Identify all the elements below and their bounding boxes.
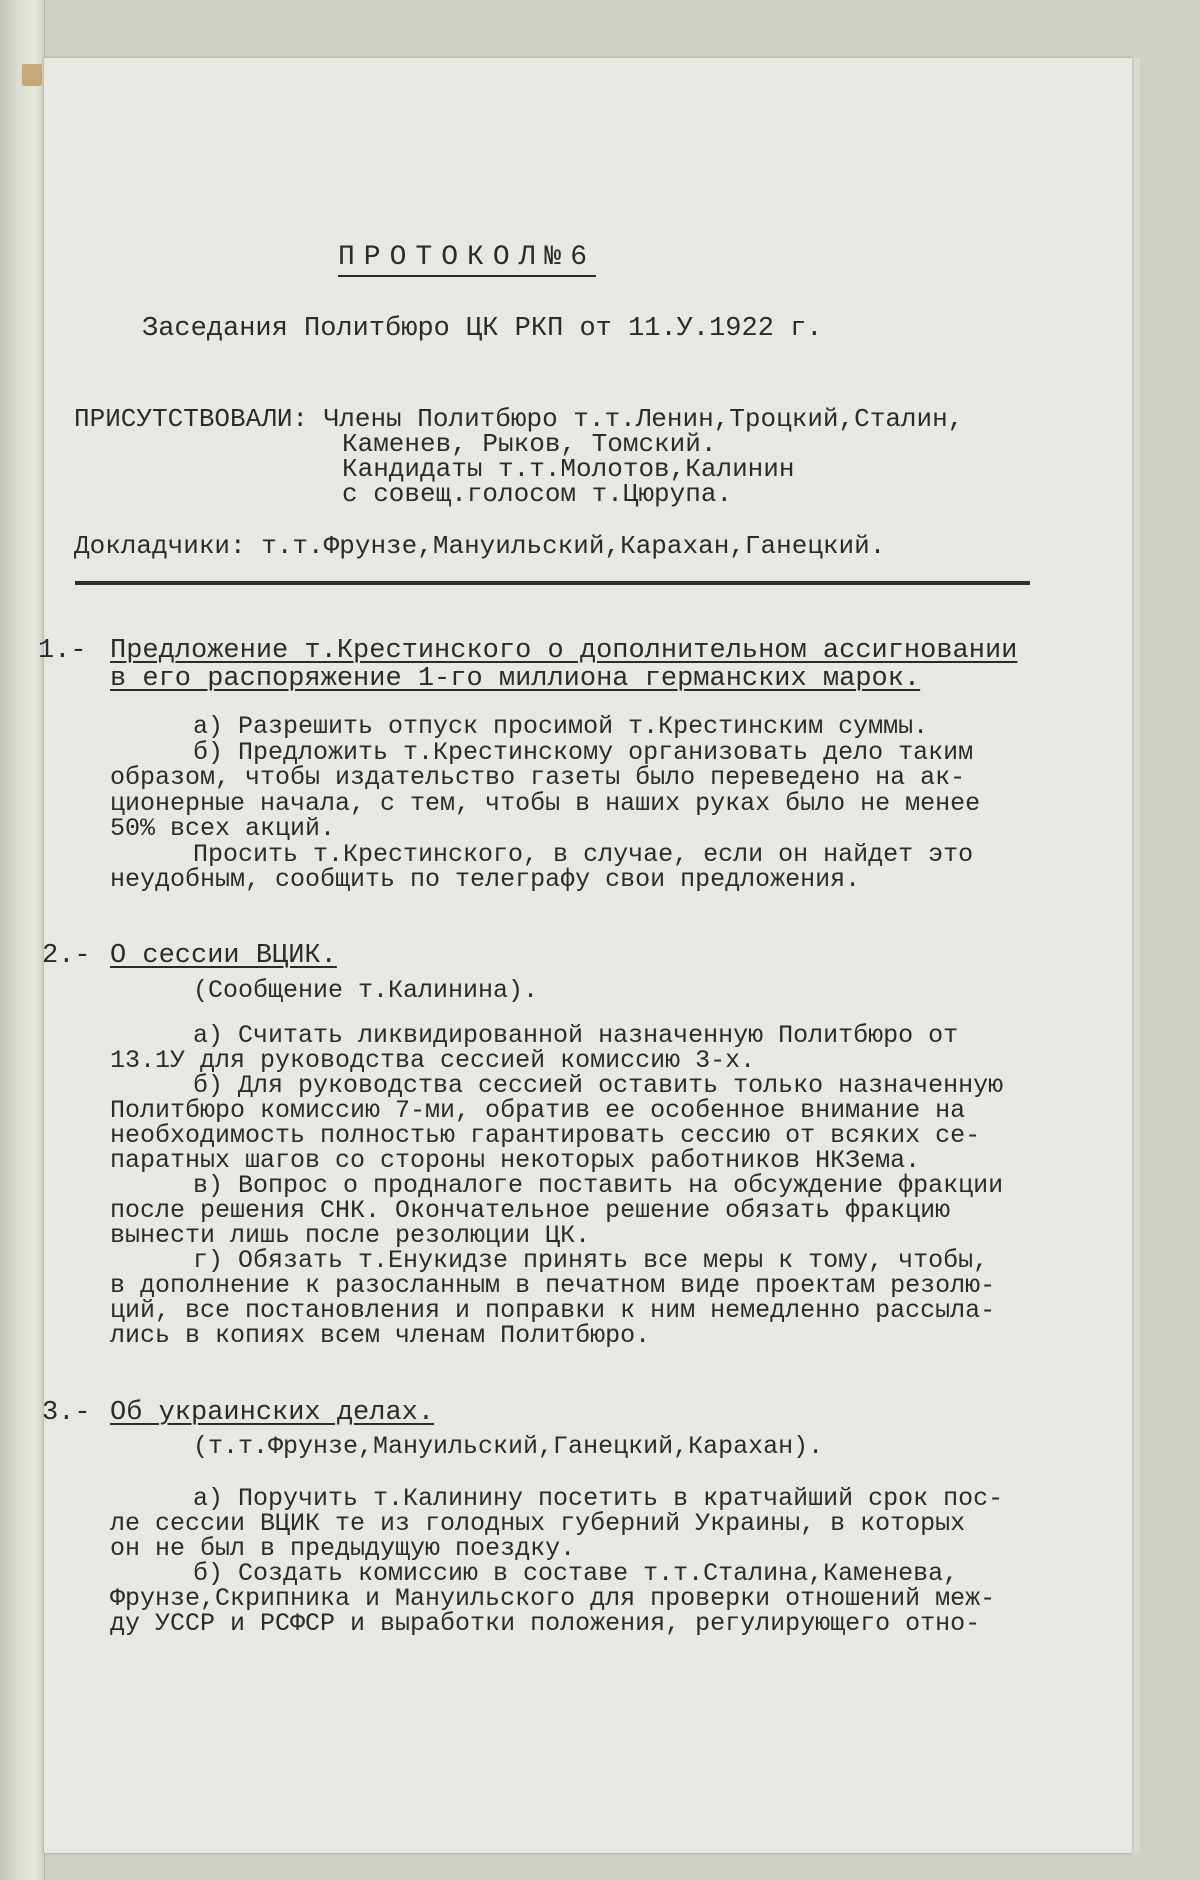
section-2-body-line: ций, все постановления и поправки к ним немедленно рассыла-	[110, 1296, 996, 1325]
section-1-number: 1.-	[38, 636, 87, 666]
section-2-note: (Сообщение т.Калинина).	[193, 976, 539, 1005]
section-2-body-line: паратных шагов со стороны некоторых работников НКЗема.	[110, 1146, 921, 1175]
section-2-body-line: Политбюро комиссию 7-ми, обратив ее особенное внимание на	[110, 1096, 966, 1125]
section-2-body-line: в дополнение к разосланным в печатном виде проектам резолю-	[110, 1271, 996, 1300]
section-1-body-line: 50% всех акций.	[110, 814, 336, 843]
section-1-body-line: а) Разрешить отпуск просимой т.Крестинским суммы.	[193, 712, 929, 741]
section-3-note: (т.т.Фрунзе,Мануильский,Ганецкий,Карахан).	[193, 1432, 824, 1461]
section-1-body-line: ционерные начала, с тем, чтобы в наших руках было не менее	[110, 789, 981, 818]
section-2-body-line: вынести лишь после резолюции ЦК.	[110, 1221, 591, 1250]
section-2-body-line: лись в копиях всем членам Политбюро.	[110, 1321, 651, 1350]
section-2-body-line: б) Для руководства сессией оставить только назначенную	[193, 1071, 1004, 1100]
section-3-body-line: ду УССР и РСФСР и выработки положения, регулирующего отно-	[110, 1609, 981, 1638]
present-line-2: Каменев, Рыков, Томский.	[342, 429, 717, 459]
section-1-body-line: неудобным, сообщить по телеграфу свои предложения.	[110, 865, 861, 894]
speakers-line: Докладчики: т.т.Фрунзе,Мануильский,Карахан,Ганецкий.	[74, 531, 886, 561]
present-line-4: с совещ.голосом т.Цюрупа.	[342, 479, 733, 509]
section-2-number: 2.-	[42, 941, 91, 971]
section-3-body-line: Фрунзе,Скрипника и Мануильского для проверки отношений меж-	[110, 1584, 996, 1613]
section-1-body-line: Просить т.Крестинского, в случае, если он найдет это	[193, 840, 974, 869]
document-title: ПРОТОКОЛ№6	[338, 242, 596, 277]
page-edge	[1132, 58, 1140, 1853]
document-subtitle: Заседания Политбюро ЦК РКП от 11.У.1922 г.	[142, 314, 823, 344]
section-2-body-line: г) Обязать т.Енукидзе принять все меры к тому, чтобы,	[193, 1246, 989, 1275]
section-2-body-line: после решения СНК. Окончательное решение обязать фракцию	[110, 1196, 951, 1225]
horizontal-rule	[75, 581, 1030, 585]
binding-tab	[22, 64, 42, 86]
present-line-3: Кандидаты т.т.Молотов,Калинин	[342, 454, 795, 484]
section-1-body-line: образом, чтобы издательство газеты было переведено на ак-	[110, 763, 966, 792]
section-2-heading: О сессии ВЦИК.	[110, 941, 337, 971]
section-3-body-line: ле сессии ВЦИК те из голодных губерний Украины, в которых	[110, 1509, 966, 1538]
section-2-body-line: а) Считать ликвидированной назначенную Политбюро от	[193, 1021, 959, 1050]
section-3-body-line: а) Поручить т.Калинину посетить в кратчайший срок пос-	[193, 1484, 1004, 1513]
section-3-number: 3.-	[42, 1398, 91, 1428]
section-1-heading-line-2: в его распоряжение 1-го миллиона германских марок.	[110, 664, 921, 694]
section-1-body-line: б) Предложить т.Крестинскому организовать дело таким	[193, 738, 974, 767]
section-2-body-line: 13.1У для руководства сессией комиссию 3-х.	[110, 1046, 756, 1075]
binding-strip	[0, 0, 45, 1880]
section-1-heading-line-1: Предложение т.Крестинского о дополнительном ассигновании	[110, 636, 1018, 666]
section-2-body-line: необходимость полностью гарантировать сессию от всяких се-	[110, 1121, 981, 1150]
section-2-body-line: в) Вопрос о продналоге поставить на обсуждение фракции	[193, 1171, 1004, 1200]
section-3-body-line: он не был в предыдущую поездку.	[110, 1534, 576, 1563]
present-line-1: ПРИСУТСТВОВАЛИ: Члены Политбюро т.т.Ленин,Троцкий,Сталин,	[74, 404, 964, 434]
section-3-body-line: б) Создать комиссию в составе т.т.Сталина,Каменева,	[193, 1559, 959, 1588]
section-3-heading: Об украинских делах.	[110, 1398, 435, 1428]
